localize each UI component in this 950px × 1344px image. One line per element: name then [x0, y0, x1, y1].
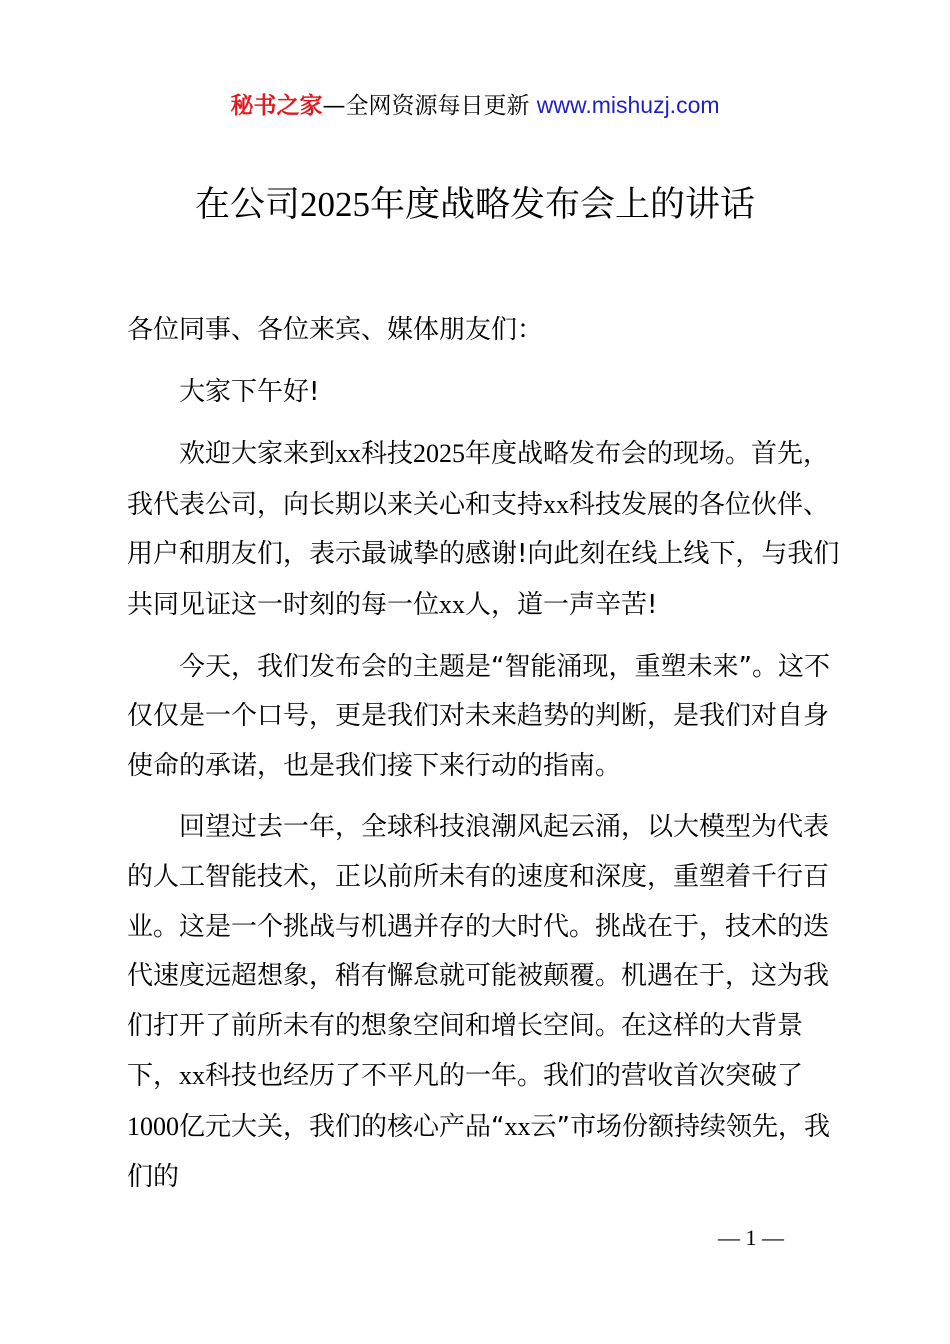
title-part-1: 在公司 — [194, 185, 300, 225]
page-number: — 1 — — [718, 1225, 784, 1250]
text-segment: 亿元大关，我们的核心产品“ — [179, 1111, 505, 1142]
paragraph-review — [127, 803, 840, 1202]
title-part-2: 年度战略发布会上的讲话 — [370, 185, 756, 225]
text-segment-latin: xx — [439, 589, 466, 619]
document-body — [127, 306, 840, 1214]
site-tagline: —全网资源每日更新 — [322, 93, 537, 119]
site-header — [0, 88, 950, 123]
text-segment: 年度战略发布会的现场。首先，我代表公司，向长期以来关心和支持 — [127, 439, 830, 520]
text-segment-latin: 2025 — [413, 439, 466, 469]
document-title — [0, 180, 950, 230]
text-segment-latin: xx — [179, 1061, 206, 1091]
paragraph-welcome — [127, 429, 840, 630]
text-segment: 科技 — [361, 439, 414, 470]
text-segment: 回望过去一年，全球科技浪潮风起云涌，以大模型为代表的人工智能技术，正以前所未有的速度和深度，重塑着千行百业。这是一个挑战与机遇并存的大时代。挑战在于，技术的迭代速度远超想象，稍有懈怠就可能被颠覆。机遇在于，这为我们打开了前所未有的想象空间和增长空间。在这样的大背景下， — [127, 812, 830, 1092]
text-segment-latin: xx — [335, 439, 362, 469]
text-segment-latin: xx — [543, 489, 570, 519]
text-segment-latin: xx — [504, 1111, 531, 1141]
site-url-link[interactable]: www.mishuzj.com — [536, 92, 720, 118]
text-segment: 人，道一声辛苦! — [465, 589, 658, 620]
salutation: 各位同事、各位来宾、媒体朋友们： — [127, 315, 544, 345]
greeting-text: 大家下午好! — [179, 376, 320, 407]
title-year: 2025 — [300, 185, 370, 224]
paragraph-greeting — [127, 368, 840, 418]
paragraph-theme — [127, 643, 840, 792]
text-segment: 今天，我们发布会的主题是“智能涌现，重塑未来”。这不仅仅是一个口号，更是我们对未来趋势的判断，是我们对自身使命的承诺，也是我们接下来行动的指南。 — [127, 651, 830, 781]
text-segment: 云”市场份额持续领先，我们的 — [127, 1111, 830, 1192]
site-brand: 秘书之家 — [230, 93, 323, 119]
text-segment: 科技发展的各位伙伴、用户和朋友们，表示最诚挚的感谢!向此刻在线上线下，与我们共同见证这一时刻的每一位 — [127, 489, 840, 620]
text-segment: 科技也经历了不平凡的一年。我们的营收首次突破了 — [205, 1061, 804, 1092]
text-segment-latin: 1000 — [127, 1111, 179, 1141]
text-segment: 欢迎大家来到 — [179, 439, 336, 470]
